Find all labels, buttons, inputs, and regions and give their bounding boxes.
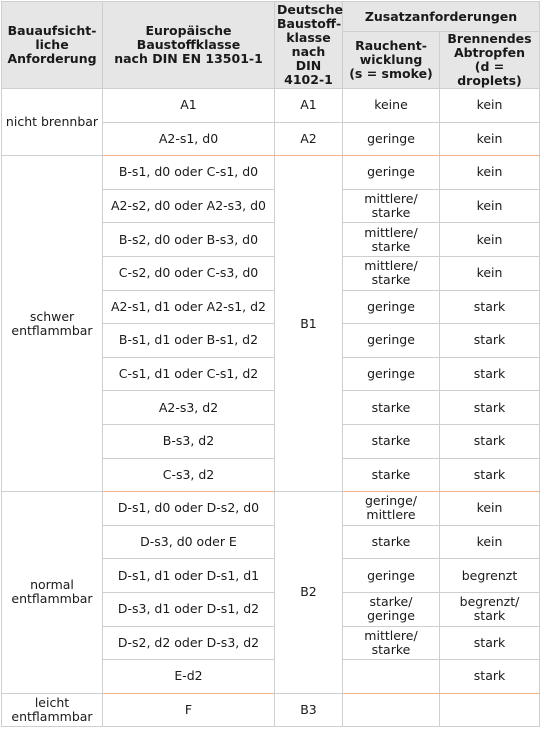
european-class-cell: B-s3, d2 (103, 424, 275, 458)
european-class-cell: D-s1, d1 oder D-s1, d1 (103, 559, 275, 593)
cell-text: starke (371, 272, 411, 288)
header-smoke (343, 32, 440, 89)
smoke-cell (343, 559, 440, 593)
header-line: Brennendes (447, 31, 532, 46)
smoke-cell (343, 290, 440, 324)
cell-text: nicht brennbar (5, 114, 99, 130)
smoke-cell (343, 458, 440, 492)
cell-text: geringe (367, 298, 415, 314)
cell-text: geringe (367, 608, 415, 624)
cell-text: stark (473, 298, 506, 314)
header-droplets (440, 32, 540, 89)
cell-text: kein (476, 130, 503, 146)
header-line: Deutsche (277, 2, 343, 17)
droplets-cell (440, 189, 540, 223)
requirement-cell (2, 492, 103, 694)
cell-text: kein (476, 164, 503, 180)
droplets-cell (440, 693, 540, 727)
cell-text: begrenzt (461, 567, 518, 583)
requirement-cell (2, 89, 103, 156)
droplets-cell (440, 256, 540, 290)
european-class-cell: D-s2, d2 oder D-s3, d2 (103, 626, 275, 660)
fire-classification-table (1, 1, 540, 727)
cell-text: stark (473, 466, 506, 482)
cell-text: kein (476, 97, 503, 113)
german-class-cell: B1 (275, 156, 343, 492)
table-body (2, 89, 540, 727)
header-additional-requirements: Zusatzanforderungen (343, 2, 540, 32)
header-line: nach DIN (291, 44, 326, 73)
cell-text: starke/ (369, 594, 413, 610)
header-requirement (2, 2, 103, 89)
droplets-cell (440, 156, 540, 190)
european-class-cell: B-s1, d1 oder B-s1, d2 (103, 324, 275, 358)
european-class-cell: D-s1, d0 oder D-s2, d0 (103, 492, 275, 526)
european-class-cell: A2-s2, d0 oder A2-s3, d0 (103, 189, 275, 223)
smoke-cell (343, 660, 440, 694)
header-line: Baustoffklasse (136, 37, 241, 52)
droplets-cell (440, 223, 540, 257)
smoke-cell (343, 223, 440, 257)
droplets-cell (440, 122, 540, 156)
cell-text: mittlere (366, 507, 416, 523)
header-line: liche (35, 37, 69, 52)
german-class-cell: B3 (275, 693, 343, 727)
table-row (2, 89, 540, 123)
cell-text: stark (473, 366, 506, 382)
cell-text: entflammbar (11, 708, 93, 724)
droplets-cell (440, 290, 540, 324)
smoke-cell (343, 324, 440, 358)
cell-text: kein (476, 534, 503, 550)
european-class-cell: B-s2, d0 oder B-s3, d0 (103, 223, 275, 257)
european-class-cell: E-d2 (103, 660, 275, 694)
european-class-cell: D-s3, d0 oder E (103, 525, 275, 559)
droplets-cell (440, 391, 540, 425)
cell-text: mittlere/ (364, 258, 418, 274)
german-class-cell: B2 (275, 492, 343, 694)
header-line: Rauchent- (355, 38, 427, 53)
european-class-cell: C-s1, d1 oder C-s1, d2 (103, 357, 275, 391)
smoke-cell (343, 525, 440, 559)
requirement-cell (2, 156, 103, 492)
cell-text: kein (476, 265, 503, 281)
table-row (2, 156, 540, 190)
cell-text: starke (371, 534, 411, 550)
droplets-cell (440, 492, 540, 526)
header-line: Bauaufsicht- (7, 23, 97, 38)
droplets-cell (440, 89, 540, 123)
smoke-cell (343, 189, 440, 223)
smoke-cell (343, 424, 440, 458)
smoke-cell (343, 391, 440, 425)
cell-text: starke (371, 466, 411, 482)
cell-text: mittlere/ (364, 191, 418, 207)
header-line: Anforderung (7, 51, 97, 66)
cell-text: stark (473, 634, 506, 650)
cell-text: normal (30, 577, 74, 593)
header-line: Abtropfen (453, 45, 526, 60)
cell-text: starke (371, 205, 411, 221)
cell-text: geringe/ (365, 493, 417, 509)
european-class-cell: D-s3, d1 oder D-s1, d2 (103, 592, 275, 626)
cell-text: leicht (34, 694, 70, 710)
european-class-cell: F (103, 693, 275, 727)
cell-text: geringe (367, 567, 415, 583)
cell-text: mittlere/ (364, 627, 418, 643)
cell-text: stark (473, 668, 506, 684)
cell-text: starke (371, 433, 411, 449)
droplets-cell (440, 458, 540, 492)
smoke-cell (343, 626, 440, 660)
cell-text: geringe (367, 164, 415, 180)
droplets-cell (440, 324, 540, 358)
droplets-cell (440, 559, 540, 593)
european-class-cell: B-s1, d0 oder C-s1, d0 (103, 156, 275, 190)
smoke-cell (343, 122, 440, 156)
cell-text: entflammbar (11, 591, 93, 607)
cell-text: begrenzt/ (459, 594, 520, 610)
german-class-cell: A2 (275, 122, 343, 156)
table-row (2, 693, 540, 727)
cell-text: stark (473, 399, 506, 415)
droplets-cell (440, 660, 540, 694)
droplets-cell (440, 525, 540, 559)
cell-text: starke (371, 641, 411, 657)
requirement-cell (2, 693, 103, 727)
cell-text: mittlere/ (364, 224, 418, 240)
header-line: (s = smoke) (349, 66, 433, 81)
cell-text: kein (476, 198, 503, 214)
smoke-cell (343, 693, 440, 727)
cell-text: geringe (367, 130, 415, 146)
droplets-cell (440, 424, 540, 458)
smoke-cell (343, 592, 440, 626)
european-class-cell: A1 (103, 89, 275, 123)
header-german-class (275, 2, 343, 89)
header-european-class (103, 2, 275, 89)
header-line: nach DIN EN 13501-1 (114, 51, 263, 66)
smoke-cell (343, 89, 440, 123)
smoke-cell (343, 492, 440, 526)
cell-text: schwer (29, 308, 75, 324)
cell-text: keine (374, 97, 408, 113)
droplets-cell (440, 592, 540, 626)
european-class-cell: A2-s1, d0 (103, 122, 275, 156)
european-class-cell: A2-s3, d2 (103, 391, 275, 425)
cell-text: geringe (367, 366, 415, 382)
droplets-cell (440, 357, 540, 391)
smoke-cell (343, 256, 440, 290)
cell-text: kein (476, 500, 503, 516)
cell-text: stark (473, 608, 506, 624)
cell-text: kein (476, 231, 503, 247)
header-line: klasse (286, 30, 331, 45)
header-line: Baustoff- (277, 16, 342, 31)
header-line: wicklung (359, 52, 423, 67)
header-line: Europäische (145, 23, 232, 38)
cell-text: entflammbar (11, 322, 93, 338)
table-row (2, 492, 540, 526)
european-class-cell: C-s3, d2 (103, 458, 275, 492)
german-class-cell: A1 (275, 89, 343, 123)
european-class-cell: A2-s1, d1 oder A2-s1, d2 (103, 290, 275, 324)
smoke-cell (343, 156, 440, 190)
droplets-cell (440, 626, 540, 660)
table-header (2, 2, 540, 89)
header-line: (d = droplets) (457, 59, 522, 88)
cell-text: stark (473, 433, 506, 449)
cell-text: geringe (367, 332, 415, 348)
cell-text: stark (473, 332, 506, 348)
european-class-cell: C-s2, d0 oder C-s3, d0 (103, 256, 275, 290)
header-line: 4102-1 (284, 72, 333, 87)
smoke-cell (343, 357, 440, 391)
cell-text: starke (371, 399, 411, 415)
cell-text: starke (371, 238, 411, 254)
